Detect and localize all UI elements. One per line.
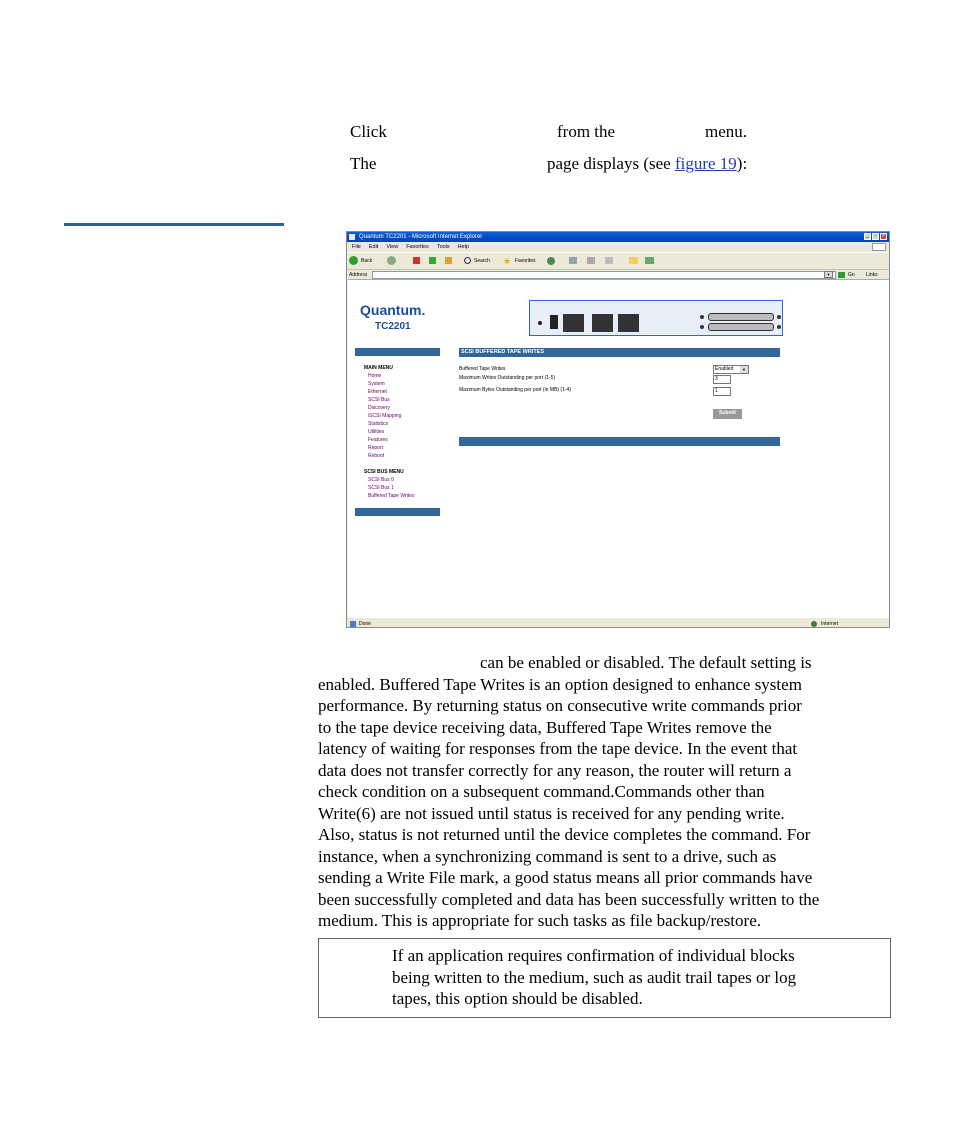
buffered-tape-writes-select[interactable] bbox=[713, 365, 749, 374]
ie-icon bbox=[349, 234, 355, 240]
search-label[interactable]: Search bbox=[474, 258, 490, 264]
address-input[interactable] bbox=[372, 271, 836, 279]
mail-icon[interactable] bbox=[569, 257, 577, 264]
screw-icon bbox=[700, 315, 704, 319]
scsi-bus-menu-heading: SCSI BUS MENU bbox=[364, 469, 404, 475]
page-viewport bbox=[348, 279, 889, 618]
management-port-icon bbox=[563, 314, 584, 332]
figure-rule bbox=[64, 223, 284, 226]
screw-icon bbox=[777, 325, 781, 329]
max-bytes-input[interactable]: 1 bbox=[713, 387, 731, 396]
browser-screenshot bbox=[346, 231, 890, 628]
menu-view[interactable]: View bbox=[386, 244, 399, 250]
note-line: If an application requires confirmation of individual blocks bbox=[392, 946, 795, 965]
globe-icon bbox=[811, 621, 817, 627]
scsi-bus-menu-list bbox=[368, 476, 414, 500]
paragraph-line: Also, status is not returned until the device completes the command. For bbox=[318, 825, 811, 844]
device-faceplate bbox=[529, 300, 783, 336]
menu-item-statistics[interactable]: Statistics bbox=[368, 421, 389, 427]
favorites-label[interactable]: Favorites bbox=[515, 258, 536, 264]
menu-tools[interactable]: Tools bbox=[436, 244, 450, 250]
main-menu-heading: MAIN MENU bbox=[364, 365, 393, 371]
note-box bbox=[318, 938, 891, 1018]
minimize-icon[interactable]: _ bbox=[864, 233, 871, 240]
note-line: tapes, this option should be disabled. bbox=[392, 989, 643, 1008]
step-2-page-displays: page displays (see bbox=[547, 154, 671, 173]
address-label: Address bbox=[349, 272, 368, 278]
go-label[interactable]: Go bbox=[848, 272, 855, 278]
nav-top-bar bbox=[355, 348, 440, 356]
step-2 bbox=[547, 154, 747, 174]
menu-item-iscsi-mapping[interactable]: iSCSI Mapping bbox=[368, 413, 402, 419]
print-icon[interactable] bbox=[587, 257, 595, 264]
form-bottom-bar bbox=[459, 437, 780, 446]
toolbar bbox=[347, 252, 889, 269]
nav-bottom-bar bbox=[355, 508, 440, 516]
paragraph-line: Write(6) are not issued until status is received for any pending write. bbox=[318, 803, 785, 823]
paragraph-line: medium. This is appropriate for such tasks as file backup/restore. bbox=[318, 911, 761, 930]
max-bytes-label: Maximum Bytes Outstanding per port (in MB) (1-4) bbox=[459, 387, 571, 393]
paragraph-line: performance. By returning status on consecutive write commands prior bbox=[318, 696, 802, 715]
favorites-icon[interactable]: ★ bbox=[503, 256, 512, 266]
page-icon bbox=[350, 621, 356, 627]
back-label[interactable]: Back bbox=[361, 258, 373, 264]
window-titlebar bbox=[347, 232, 889, 242]
scsi-connector-1-icon bbox=[708, 313, 774, 321]
chevron-down-icon[interactable]: ▼ bbox=[740, 366, 748, 373]
step-1-menu: menu. bbox=[705, 122, 748, 141]
figure-19-link[interactable]: figure 19 bbox=[674, 154, 737, 173]
menu-favorites[interactable]: Favorites bbox=[406, 244, 429, 250]
back-icon[interactable] bbox=[349, 256, 358, 265]
menu-item-scsi-bus[interactable]: SCSI Bus bbox=[368, 397, 390, 403]
serial-port-icon bbox=[550, 315, 558, 329]
paragraph-line: been successfully completed and data has been successfully written to the bbox=[318, 889, 820, 909]
buffered-tape-writes-label: Buffered Tape Writes bbox=[459, 366, 506, 372]
messenger-icon[interactable] bbox=[645, 257, 654, 264]
close-icon[interactable]: × bbox=[880, 233, 887, 240]
status-bar bbox=[347, 619, 890, 628]
status-zone: Internet bbox=[821, 621, 838, 627]
windows-logo-icon bbox=[872, 243, 886, 251]
maximize-icon[interactable]: ▫ bbox=[872, 233, 879, 240]
note-line: being written to the medium, such as audit trail tapes or log bbox=[392, 967, 797, 987]
stop-icon[interactable] bbox=[413, 257, 420, 264]
submit-button[interactable]: Submit bbox=[713, 409, 742, 419]
model-label: TC2201 bbox=[375, 321, 411, 332]
menu-item-utilities[interactable]: Utilities bbox=[368, 429, 385, 435]
iscsi-port-1-icon bbox=[592, 314, 613, 332]
menu-item-ethernet[interactable]: Ethernet bbox=[368, 389, 387, 395]
reset-button-icon bbox=[538, 321, 542, 325]
search-icon[interactable] bbox=[464, 257, 471, 264]
step-2-the: The bbox=[350, 154, 377, 173]
buffered-tape-writes-value: Enabled bbox=[715, 366, 734, 372]
max-writes-input[interactable]: 3 bbox=[713, 375, 731, 384]
scsi-connector-2-icon bbox=[708, 323, 774, 331]
paragraph-line: instance, when a synchronizing command is sent to a drive, such as bbox=[318, 846, 777, 866]
page-title: SCSI BUFFERED TAPE WRITES bbox=[461, 349, 545, 355]
menu-item-features[interactable]: Features bbox=[368, 437, 388, 443]
home-icon[interactable] bbox=[445, 257, 452, 264]
links-label[interactable]: Links bbox=[866, 272, 878, 278]
menu-item-discovery[interactable]: Discovery bbox=[368, 405, 390, 411]
iscsi-port-2-icon bbox=[618, 314, 639, 332]
status-done: Done bbox=[359, 621, 371, 627]
step-1 bbox=[350, 122, 387, 142]
step-1-click: Click bbox=[350, 122, 387, 141]
forward-icon[interactable] bbox=[387, 256, 396, 265]
menu-item-reboot[interactable]: Reboot bbox=[368, 453, 385, 459]
history-icon[interactable] bbox=[547, 257, 555, 265]
window-title: Quantum TC2201 - Microsoft Internet Explorer bbox=[359, 234, 483, 240]
body-paragraph bbox=[318, 652, 898, 932]
edit-icon[interactable] bbox=[605, 257, 613, 264]
menu-item-home[interactable]: Home bbox=[368, 373, 382, 379]
menu-file[interactable]: File bbox=[352, 244, 361, 250]
screw-icon bbox=[700, 325, 704, 329]
folder-icon[interactable] bbox=[629, 257, 638, 264]
menu-item-report[interactable]: Report bbox=[368, 445, 384, 451]
menu-help[interactable]: Help bbox=[457, 244, 469, 250]
quantum-logo: Quantum. bbox=[360, 302, 426, 318]
menu-edit[interactable]: Edit bbox=[368, 244, 379, 250]
paragraph-line: latency of waiting for responses from the tape device. In the event that bbox=[318, 739, 798, 758]
menu-bar bbox=[347, 242, 889, 252]
paragraph-line: check condition on a subsequent command.Commands other than bbox=[318, 782, 765, 801]
paragraph-line: data does not transfer correctly for any reason, the router will return a bbox=[318, 760, 792, 780]
menu-item-scsi-bus-0[interactable]: SCSI Bus 0 bbox=[368, 477, 394, 483]
paragraph-line: enabled. Buffered Tape Writes is an option designed to enhance system bbox=[318, 674, 802, 694]
paragraph-line: to the tape device receiving data, Buffered Tape Writes remove the bbox=[318, 717, 772, 737]
menu-item-scsi-bus-1[interactable]: SCSI Bus 1 bbox=[368, 485, 394, 491]
menu-item-system[interactable]: System bbox=[368, 381, 385, 387]
go-icon[interactable] bbox=[838, 272, 845, 278]
menu-item-buffered-tape-writes[interactable]: Buffered Tape Writes bbox=[368, 493, 415, 499]
paragraph-line: can be enabled or disabled. The default setting is bbox=[480, 653, 812, 672]
refresh-icon[interactable] bbox=[429, 257, 436, 264]
paragraph-line: sending a Write File mark, a good status means all prior commands have bbox=[318, 868, 813, 887]
address-dropdown-icon[interactable]: ▼ bbox=[824, 271, 833, 278]
note-text bbox=[392, 945, 882, 1010]
max-writes-label: Maximum Writes Outstanding per port (1-5) bbox=[459, 375, 556, 381]
page-title-bar bbox=[459, 348, 780, 357]
step-1-from-the: from the bbox=[557, 122, 616, 141]
screw-icon bbox=[777, 315, 781, 319]
step-2-close: ): bbox=[736, 154, 748, 173]
main-menu-list bbox=[368, 372, 401, 460]
